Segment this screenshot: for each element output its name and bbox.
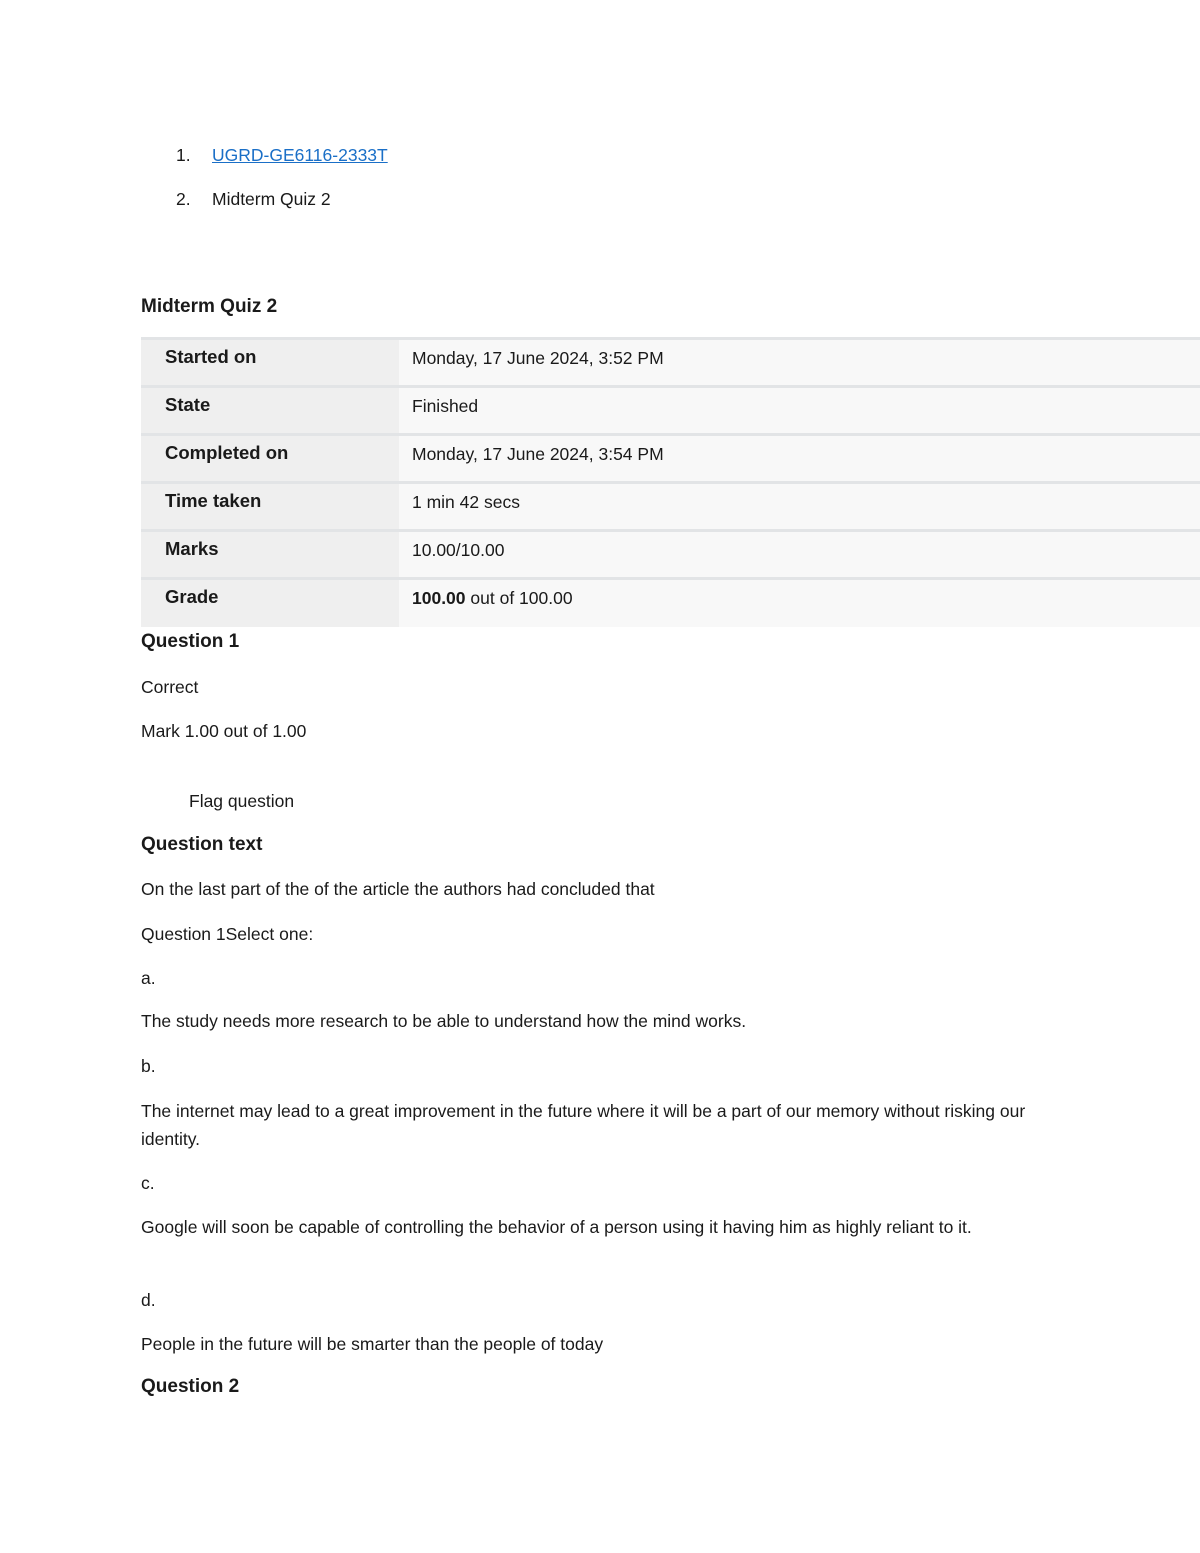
row-value: Finished	[399, 387, 1200, 435]
table-row	[141, 483, 1200, 531]
course-link[interactable]: UGRD-GE6116-2333T	[212, 145, 388, 165]
page-title: Midterm Quiz 2	[141, 296, 278, 317]
question-status: Correct	[141, 677, 199, 697]
option-letter: a.	[141, 968, 156, 988]
row-value: Monday, 17 June 2024, 3:52 PM	[399, 339, 1200, 387]
question-mark: Mark 1.00 out of 1.00	[141, 721, 307, 741]
option-letter: d.	[141, 1290, 156, 1310]
table-row	[141, 435, 1200, 483]
row-label: Grade	[141, 579, 399, 627]
answer-option-a[interactable]: The study needs more research to be able to understand how the mind works.	[141, 1011, 747, 1031]
table-row	[141, 531, 1200, 579]
table-row	[141, 387, 1200, 435]
question-text: On the last part of the of the article the authors had concluded that	[141, 879, 655, 899]
question-heading: Question 2	[141, 1376, 240, 1397]
breadcrumb-item	[0, 189, 600, 213]
row-label: Time taken	[141, 483, 399, 531]
breadcrumb-current: Midterm Quiz 2	[212, 189, 331, 209]
row-value: Monday, 17 June 2024, 3:54 PM	[399, 435, 1200, 483]
table-row	[141, 339, 1200, 387]
row-label: Completed on	[141, 435, 399, 483]
option-letter: b.	[141, 1056, 156, 1076]
question-text-heading: Question text	[141, 834, 263, 855]
grade-value: 100.00	[412, 588, 466, 608]
row-label: Started on	[141, 339, 399, 387]
row-value: 10.00/10.00	[399, 531, 1200, 579]
list-number: 2.	[176, 189, 191, 209]
table-row	[141, 579, 1200, 627]
row-value: 1 min 42 secs	[399, 483, 1200, 531]
answer-option-b[interactable]: The internet may lead to a great improvement in the future where it will be a part of our memory without risking our identity.	[141, 1101, 1026, 1149]
select-one-label: Question 1Select one:	[141, 924, 314, 944]
row-label: State	[141, 387, 399, 435]
list-number: 1.	[176, 145, 191, 165]
option-letter: c.	[141, 1173, 155, 1193]
answer-option-d[interactable]: People in the future will be smarter than the people of today	[141, 1334, 604, 1354]
row-value	[399, 579, 1200, 627]
flag-question-button[interactable]: Flag question	[189, 791, 295, 811]
row-label: Marks	[141, 531, 399, 579]
question-heading: Question 1	[141, 631, 240, 652]
breadcrumb-item	[0, 145, 600, 169]
quiz-summary-table	[141, 337, 1200, 627]
grade-total: out of 100.00	[465, 588, 573, 608]
answer-option-c[interactable]: Google will soon be capable of controlling the behavior of a person using it having him as highly reliant to it.	[141, 1217, 972, 1237]
